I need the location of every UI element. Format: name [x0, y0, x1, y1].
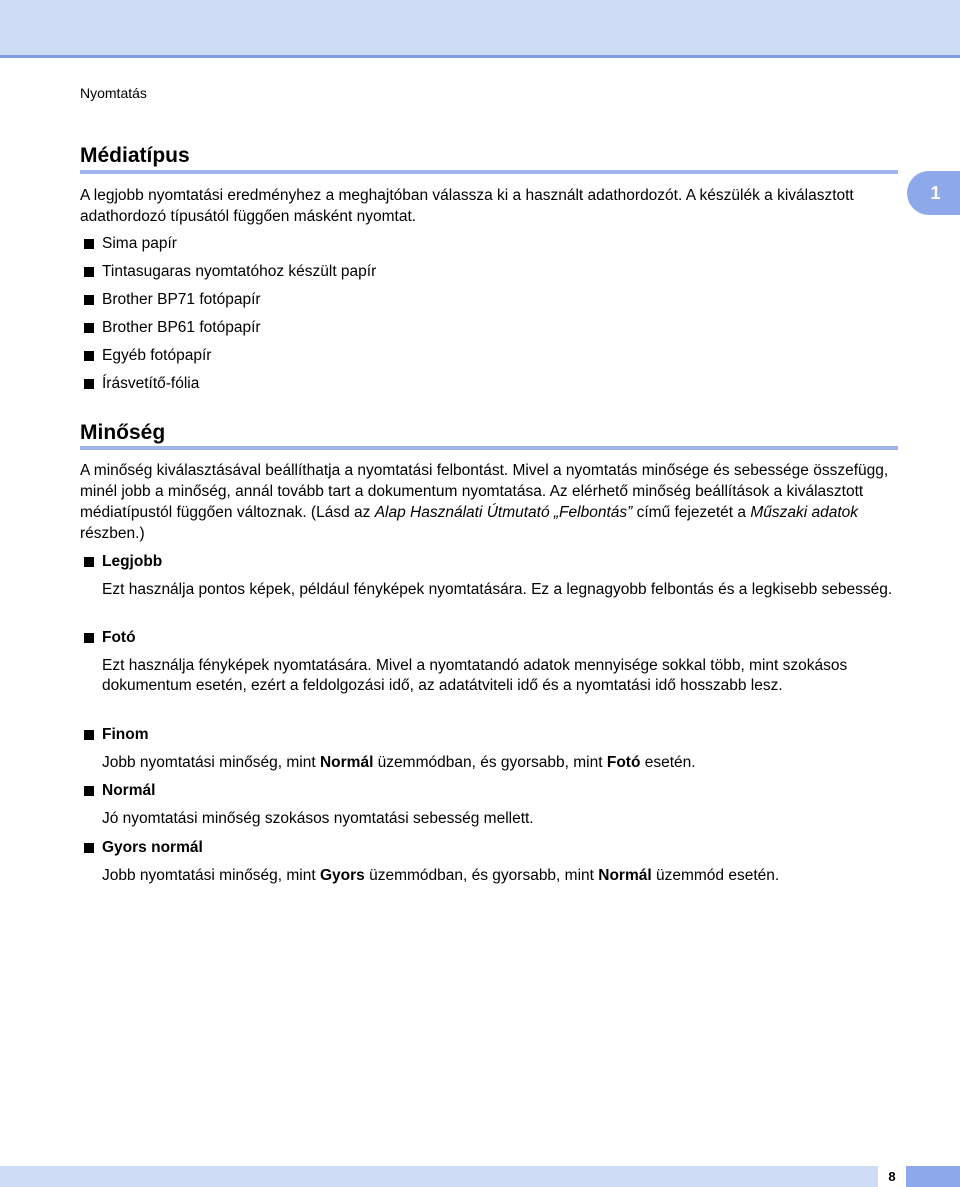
bullet-icon — [84, 323, 94, 333]
section-rule — [80, 446, 898, 450]
bullet-icon — [84, 351, 94, 361]
section-rule — [80, 170, 898, 174]
list-item-description: Jobb nyomtatási minőség, mint Normál üzemmódban, és gyorsabb, mint Fotó esetén. — [102, 754, 696, 771]
bullet-icon — [84, 633, 94, 643]
bullet-icon — [84, 730, 94, 740]
list-item-label: Sima papír — [102, 235, 177, 252]
list-item-description: Jó nyomtatási minőség szokásos nyomtatási sebesség mellett. — [102, 810, 534, 827]
list-item — [84, 552, 162, 572]
list-item — [84, 374, 199, 394]
list-item-label: Írásvetítő-fólia — [102, 375, 200, 392]
media-intro: A legjobb nyomtatási eredményhez a meghajtóban válassza ki a használt adathordozót. A készülék a kiválasztott adathordozó típusától függően másként nyomtat. — [80, 187, 854, 225]
list-item — [84, 262, 376, 282]
section-title-quality: Minőség — [80, 421, 166, 444]
list-item — [84, 290, 261, 310]
list-item — [84, 318, 261, 338]
list-item-label: Brother BP61 fotópapír — [102, 319, 261, 336]
bullet-icon — [84, 267, 94, 277]
running-header: Nyomtatás — [80, 85, 147, 101]
list-item — [84, 346, 211, 366]
list-item-label: Tintasugaras nyomtatóhoz készült papír — [102, 263, 377, 280]
list-item-description: Ezt használja fényképek nyomtatására. Mivel a nyomtatandó adatok mennyisége sokkal több, mint szokásos dokumentum esetén, ezért a feldolgozási idő, az adatátviteli idő és a nyomtatási idő hosszabb lesz. — [102, 657, 848, 694]
section-title-media: Médiatípus — [80, 144, 190, 167]
list-item-label: Egyéb fotópapír — [102, 347, 212, 364]
header-band — [0, 0, 960, 58]
bullet-icon — [84, 379, 94, 389]
bullet-icon — [84, 295, 94, 305]
page-number: 8 — [878, 1166, 906, 1187]
bullet-icon — [84, 557, 94, 567]
bullet-icon — [84, 239, 94, 249]
footer-tab — [906, 1166, 960, 1187]
list-item-label: Gyors normál — [102, 839, 203, 856]
footer-band — [0, 1166, 878, 1187]
list-item — [84, 725, 149, 745]
list-item-label: Finom — [102, 726, 149, 743]
list-item-label: Brother BP71 fotópapír — [102, 291, 261, 308]
list-item — [84, 234, 177, 254]
bullet-icon — [84, 786, 94, 796]
list-item-label: Normál — [102, 782, 156, 799]
bullet-icon — [84, 843, 94, 853]
list-item-description: Jobb nyomtatási minőség, mint Gyors üzemmódban, és gyorsabb, mint Normál üzemmód esetén. — [102, 867, 780, 884]
quality-intro: A minőség kiválasztásával beállíthatja a nyomtatási felbontást. Mivel a nyomtatás minősége és sebessége összefügg, minél jobb a minőség, annál tovább tart a dokumentum nyomtatása. Az elérhető minőség beállítások a kiválasztott médiatípustól függően változnak. (Lásd az Alap Használati Útmutató „Felbontás” című fejezetét a Műszaki adatok részben.) — [80, 462, 889, 542]
list-item — [84, 781, 155, 801]
list-item-label: Legjobb — [102, 553, 163, 570]
list-item — [84, 628, 136, 648]
list-item-label: Fotó — [102, 629, 136, 646]
chapter-tab: 1 — [907, 171, 960, 215]
list-item-description: Ezt használja pontos képek, például fényképek nyomtatására. Ez a legnagyobb felbontás és a legkisebb sebesség. — [102, 581, 893, 598]
list-item — [84, 838, 203, 858]
